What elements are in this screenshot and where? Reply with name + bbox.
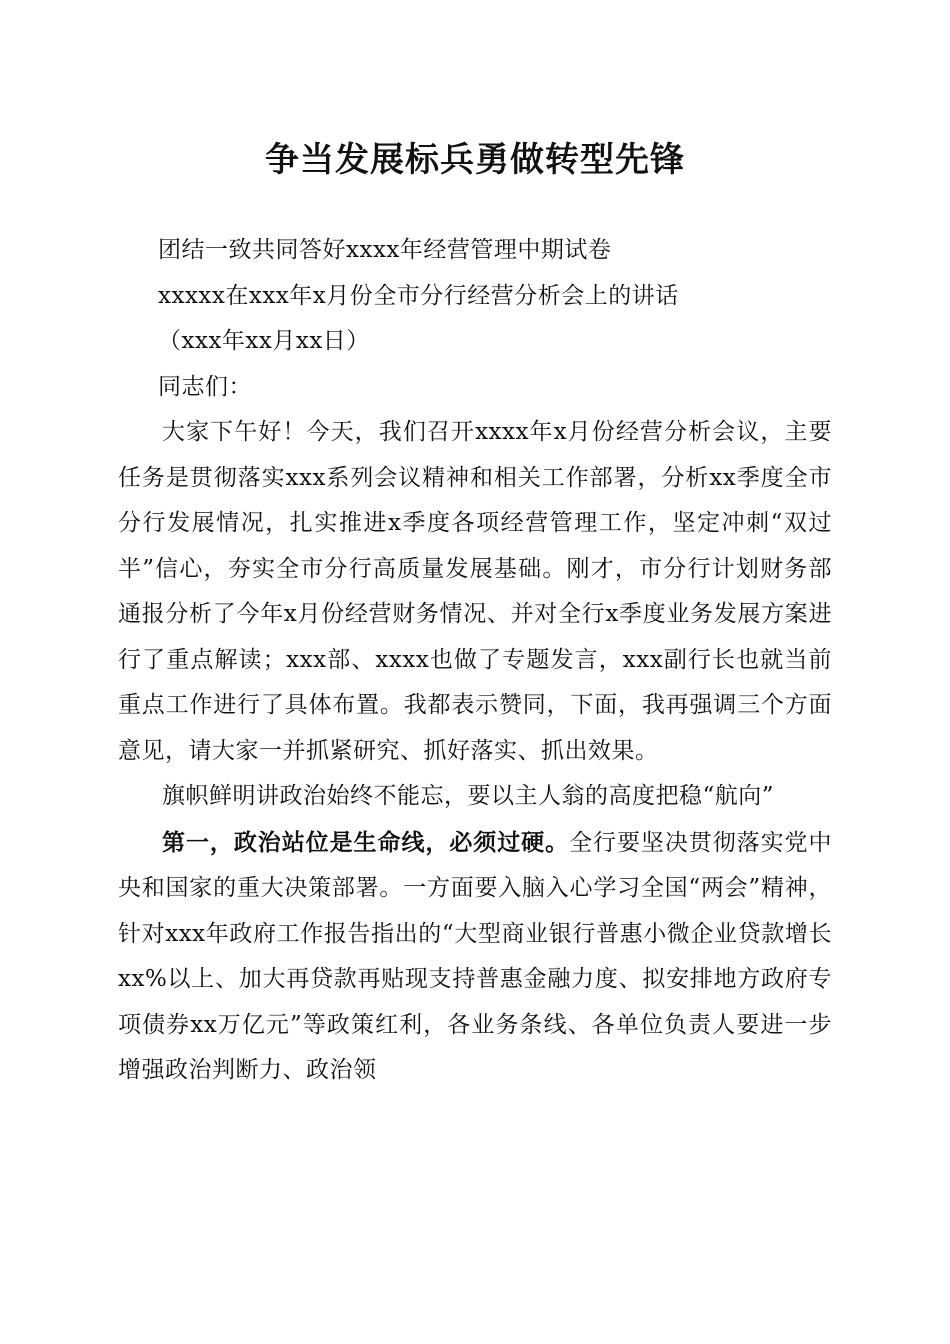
point-one-text: 全行要坚决贯彻落实党中央和国家的重大决策部署。一方面要入脑入心学习全国“两会”精神，针对xxx年政府工作报告指出的“大型商业银行普惠小微企业贷款增长xx%以上、加大再贷款再贴现支持普惠金融力度、拟安排地方政府专项债券xx万亿元”等政策红利，各业务条线、各单位负责人要进一步增强政治判断力、政治领 xyxy=(118,829,833,1083)
subtitle-line-1: 团结一致共同答好xxxx年经营管理中期试卷 xyxy=(158,237,612,263)
section-heading: 旗帜鲜明讲政治始终不能忘，要以主人翁的高度把稳“航向” xyxy=(162,783,775,809)
salutation: 同志们： xyxy=(158,373,252,400)
document-body xyxy=(118,228,832,1094)
point-one-paragraph xyxy=(118,820,832,1094)
intro-paragraph: 大家下午好！今天，我们召开xxxx年x月份经营分析会议，主要任务是贯彻落实xxx系列会议精神和相关工作部署，分析xx季度全市分行发展情况，扎实推进x季度各项经营管理工作，坚定冲刺“双过半”信心，夯实全市分行高质量发展基础。刚才，市分行计划财务部通报分析了今年x月份经营财务情况、并对全行x季度业务发展方案进行了重点解读；xxx部、xxxx也做了专题发言，xxx副行长也就当前重点工作进行了具体布置。我都表示赞同，下面，我再强调三个方面意见，请大家一并抓紧研究、抓好落实、抓出效果。 xyxy=(118,419,832,764)
speech-date: （xxx年xx月xx日） xyxy=(158,328,370,354)
point-one-lead: 第一，政治站位是生命线，必须过硬。 xyxy=(162,828,570,856)
document-title: 争当发展标兵勇做转型先锋 xyxy=(265,140,685,180)
subtitle-line-2: xxxxx在xxx年x月份全市分行经营分析会上的讲话 xyxy=(158,282,679,309)
